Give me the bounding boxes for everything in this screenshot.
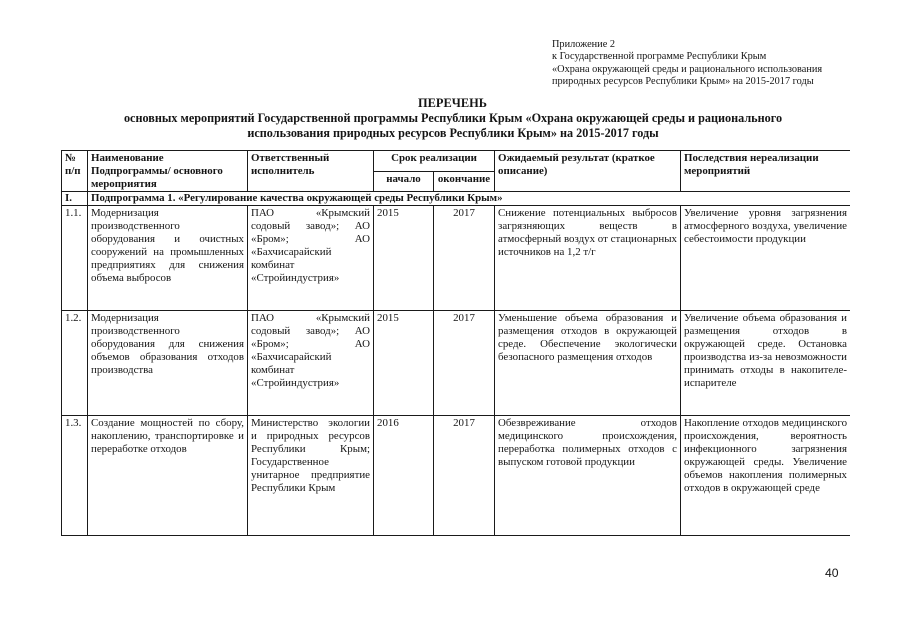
- row-expected-result: Снижение потенциальных выбросов загрязняющих веществ в атмосферный воздух от стационарных источников на 1,2 т/г: [495, 206, 681, 311]
- row-end-year: 2017: [434, 416, 495, 536]
- appendix-line: Приложение 2: [552, 39, 615, 50]
- measures-table: [61, 150, 850, 536]
- appendix-line: «Охрана окружающей среды и рационального использования: [552, 63, 823, 75]
- table-header-row: [62, 151, 851, 172]
- header-end: окончание: [434, 171, 495, 192]
- header-executor: Ответственный исполнитель: [248, 151, 374, 192]
- table-row: [62, 416, 851, 536]
- row-consequences: Увеличение объема образования и размещения отходов в окружающей среде. Остановка производства из-за невозможности принимать отходы в накопителе-испарителе: [681, 311, 850, 416]
- appendix-line: к Государственной программе Республики Крым: [552, 51, 767, 63]
- row-expected-result: Уменьшение объема образования и размещения отходов в окружающей среде. Обеспечение экологически безопасного размещения отходов: [495, 311, 681, 416]
- section-row: [62, 192, 851, 206]
- header-start: начало: [374, 171, 434, 192]
- row-start-year: 2015: [374, 311, 434, 416]
- document-title: ПЕРЕЧЕНЬ: [418, 96, 487, 110]
- row-number: 1.2.: [62, 311, 88, 416]
- appendix-note: [552, 39, 882, 89]
- header-term: Срок реализации: [374, 151, 495, 172]
- row-measure-name: Модернизация производственного оборудования и очистных сооружений на промышленных предприятиях для снижения объема выбросов: [88, 206, 248, 311]
- row-measure-name: Создание мощностей по сбору, накоплению, транспортировке и переработке отходов: [88, 416, 248, 536]
- header-name: Наименование Подпрограммы/ основного мероприятия: [88, 151, 248, 192]
- table-row: [62, 206, 851, 311]
- row-end-year: 2017: [434, 311, 495, 416]
- table-row: [62, 311, 851, 416]
- header-result: Ожидаемый результат (краткое описание): [495, 151, 681, 192]
- document-subtitle: основных мероприятий Государственной программы Республики Крым «Охрана окружающей среды и рационального использования природных ресурсов Республики Крым» на 2015-2017 годы: [123, 111, 783, 140]
- measures-table-wrapper: [61, 150, 850, 539]
- row-executor: Министерство экологии и природных ресурсов Республики Крым; Государственное унитарное предприятие Республики Крым: [248, 416, 374, 536]
- section-number: I.: [62, 192, 88, 206]
- row-end-year: 2017: [434, 206, 495, 311]
- row-number: 1.3.: [62, 416, 88, 536]
- row-expected-result: Обезвреживание отходов медицинского происхождения, переработка полимерных отходов с выпуском готовой продукции: [495, 416, 681, 536]
- row-consequences: Увеличение уровня загрязнения атмосферного воздуха, увеличение себестоимости продукции: [681, 206, 850, 311]
- page-number: 40: [825, 566, 839, 580]
- row-start-year: 2015: [374, 206, 434, 311]
- header-number: № п/п: [62, 151, 88, 192]
- row-executor: ПАО «Крымский содовый завод»; АО «Бром»; АО «Бахчисарайский комбинат «Стройиндустрия»: [248, 206, 374, 311]
- header-consequences: Последствия нереализации мероприятий: [681, 151, 850, 192]
- row-executor: ПАО «Крымский содовый завод»; АО «Бром»; АО «Бахчисарайский комбинат «Стройиндустрия»: [248, 311, 374, 416]
- row-number: 1.1.: [62, 206, 88, 311]
- row-consequences: Накопление отходов медицинского происхождения, вероятность инфекционного загрязнения окружающей среды. Увеличение объемов накопления полимерных отходов в окружающей среде: [681, 416, 850, 536]
- row-start-year: 2016: [374, 416, 434, 536]
- section-title: Подпрограмма 1. «Регулирование качества окружающей среды Республики Крым»: [88, 192, 851, 206]
- row-measure-name: Модернизация производственного оборудования для снижения объемов образования отходов производства: [88, 311, 248, 416]
- appendix-line: природных ресурсов Республики Крым» на 2015-2017 годы: [552, 76, 814, 88]
